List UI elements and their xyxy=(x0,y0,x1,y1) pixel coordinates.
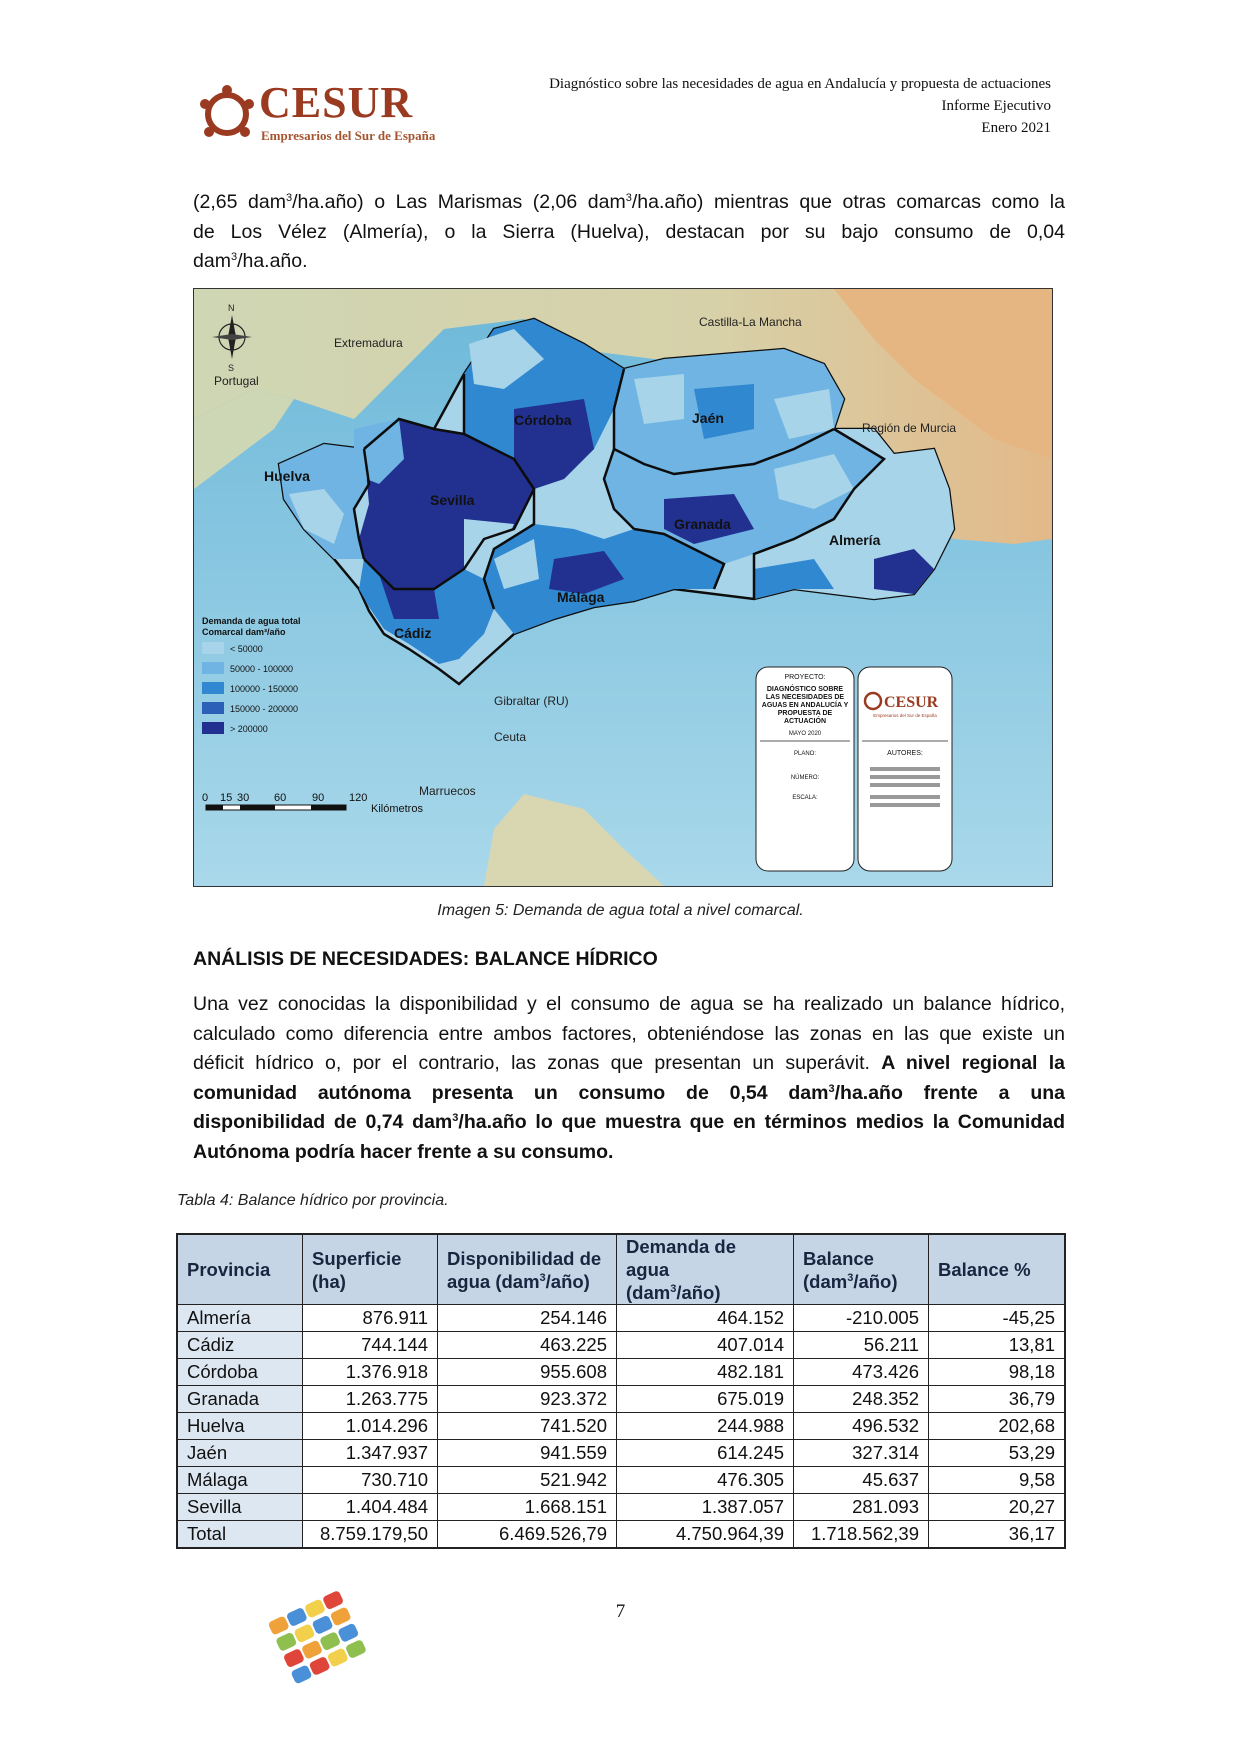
scale-tick-label: 60 xyxy=(274,792,287,804)
table-cell-value: 36,79 xyxy=(929,1386,1066,1413)
scale-tick-label: 120 xyxy=(349,792,368,804)
table-header-row xyxy=(177,1234,1065,1305)
table-row xyxy=(177,1332,1065,1359)
map-label-castilla: Castilla-La Mancha xyxy=(699,315,802,329)
water-balance-table xyxy=(176,1233,1066,1549)
table-cell-value: 13,81 xyxy=(929,1332,1066,1359)
table-cell-value: 955.608 xyxy=(438,1359,617,1386)
table-cell-provincia: Málaga xyxy=(177,1467,303,1494)
legend-swatch xyxy=(202,682,224,694)
legend-swatch xyxy=(202,722,224,734)
table-row xyxy=(177,1494,1065,1521)
table-cell-provincia: Total xyxy=(177,1521,303,1549)
section-heading: ANÁLISIS DE NECESIDADES: BALANCE HÍDRICO xyxy=(193,948,658,970)
table-cell-value: 730.710 xyxy=(303,1467,438,1494)
cesur-map-box xyxy=(858,667,952,871)
body-line: comunidad autónoma presenta un consumo de 0,54 dam$^3$/ha.año frente a una xyxy=(193,1081,1066,1104)
header-balance: Balance (dam$^3$/año) xyxy=(794,1234,929,1305)
table-cell-value: -210.005 xyxy=(794,1305,929,1332)
project-title-line: DIAGNÓSTICO SOBRE xyxy=(766,686,844,693)
table-cell-value: 614.245 xyxy=(617,1440,794,1467)
table-cell-value: 248.352 xyxy=(794,1386,929,1413)
table-cell-value: 496.532 xyxy=(794,1413,929,1440)
cesur-logo xyxy=(197,78,437,152)
table-cell-value: 98,18 xyxy=(929,1359,1066,1386)
map-canvas xyxy=(194,289,1052,886)
legend-item-label: 150000 - 200000 xyxy=(230,704,299,714)
table-cell-provincia: Sevilla xyxy=(177,1494,303,1521)
intro-line: (2,65 dam$^3$/ha.año) o Las Marismas (2,06 dam$^3$/ha.año) mientras que otras comarcas como la xyxy=(193,191,1065,213)
map-label-portugal: Portugal xyxy=(214,374,259,388)
document-title: Diagnóstico sobre las necesidades de agua en Andalucía y propuesta de actuaciones xyxy=(549,76,1051,92)
table-cell-value: 4.750.964,39 xyxy=(617,1521,794,1549)
table-cell-value: 36,17 xyxy=(929,1521,1066,1549)
table-row xyxy=(177,1386,1065,1413)
province-label-almeria: Almería xyxy=(829,532,881,548)
table-cell-value: 1.387.057 xyxy=(617,1494,794,1521)
table-cell-value: 744.144 xyxy=(303,1332,438,1359)
province-label-cordoba: Córdoba xyxy=(514,412,572,428)
table-cell-provincia: Granada xyxy=(177,1386,303,1413)
compass-s: S xyxy=(228,363,235,373)
table-cell-value: 53,29 xyxy=(929,1440,1066,1467)
logo-subtitle: Empresarios del Sur de España xyxy=(261,128,436,143)
legend-item-label: > 200000 xyxy=(230,724,268,734)
table-row xyxy=(177,1413,1065,1440)
table-cell-value: 20,27 xyxy=(929,1494,1066,1521)
scale-tick-label: 0 xyxy=(202,792,209,804)
intro-paragraph xyxy=(193,188,1065,277)
table-cell-value: 1.014.296 xyxy=(303,1413,438,1440)
table-cell-provincia: Huelva xyxy=(177,1413,303,1440)
header-superficie: Superficie (ha) xyxy=(303,1234,438,1305)
province-label-granada: Granada xyxy=(674,516,731,532)
table-row xyxy=(177,1440,1065,1467)
legend-subtitle: Comarcal dam³/año xyxy=(202,627,286,637)
intro-line: dam$^3$/ha.año. xyxy=(193,250,308,272)
legend-item-label: < 50000 xyxy=(230,644,263,654)
project-title-line: AGUAS EN ANDALUCÍA Y xyxy=(761,702,849,709)
table-cell-value: 464.152 xyxy=(617,1305,794,1332)
scale-unit: Kilómetros xyxy=(371,803,423,815)
intro-line: de Los Vélez (Almería), o la Sierra (Huelva), destacan por su bajo consumo de 0,04 xyxy=(193,220,1065,243)
table-cell-value: 473.426 xyxy=(794,1359,929,1386)
map-label-extremadura: Extremadura xyxy=(334,336,403,350)
scale-tick-label: 90 xyxy=(312,792,325,804)
body-line: Una vez conocidas la disponibilidad y el consumo de agua se ha realizado un balance hídrico, xyxy=(193,993,1065,1015)
map-label-murcia: Región de Murcia xyxy=(862,421,957,435)
scale-tick-label: 30 xyxy=(237,792,250,804)
project-title-line: LAS NECESIDADES DE xyxy=(765,694,845,701)
table-cell-provincia: Almería xyxy=(177,1305,303,1332)
document-header xyxy=(549,73,1051,139)
project-plano: PLANO: xyxy=(793,751,817,757)
legend-swatch xyxy=(202,702,224,714)
body-line: déficit hídrico o, por el contrario, las zonas que presentan un superávit. A nivel regional la xyxy=(193,1052,1066,1074)
header-disponibilidad: Disponibilidad de agua (dam$^3$/año) xyxy=(438,1234,617,1305)
province-label-jaen: Jaén xyxy=(692,410,724,426)
table-cell-value: 876.911 xyxy=(303,1305,438,1332)
table-total-row xyxy=(177,1521,1065,1549)
table-cell-value: 1.668.151 xyxy=(438,1494,617,1521)
scale-tick-label: 15 xyxy=(220,792,233,804)
comarcal-water-demand-map xyxy=(193,288,1053,887)
page-number: 7 xyxy=(615,1601,626,1622)
table-cell-value: 675.019 xyxy=(617,1386,794,1413)
table-cell-value: 9,58 xyxy=(929,1467,1066,1494)
map-label-gibraltar: Gibraltar (RU) xyxy=(494,694,569,708)
project-numero: NÚMERO: xyxy=(790,775,820,781)
document-type: Informe Ejecutivo xyxy=(941,98,1051,114)
map-label-ceuta: Ceuta xyxy=(494,730,527,744)
table-cell-value: 6.469.526,79 xyxy=(438,1521,617,1549)
table-row xyxy=(177,1467,1065,1494)
map-label-marruecos: Marruecos xyxy=(419,784,476,798)
logo-wordmark: CESUR xyxy=(259,78,414,127)
table-cell-value: -45,25 xyxy=(929,1305,1066,1332)
cesur-emblem-icon xyxy=(197,84,257,144)
table-cell-value: 407.014 xyxy=(617,1332,794,1359)
table-cell-value: 281.093 xyxy=(794,1494,929,1521)
table-cell-provincia: Cádiz xyxy=(177,1332,303,1359)
project-title-line: ACTUACIÓN xyxy=(784,718,826,725)
map-caption: Imagen 5: Demanda de agua total a nivel comarcal. xyxy=(437,902,804,919)
table-cell-value: 463.225 xyxy=(438,1332,617,1359)
table-cell-value: 244.988 xyxy=(617,1413,794,1440)
legend-item-label: 100000 - 150000 xyxy=(230,684,299,694)
table-cell-value: 476.305 xyxy=(617,1467,794,1494)
compass-n: N xyxy=(228,303,235,313)
table-cell-provincia: Jaén xyxy=(177,1440,303,1467)
table-cell-value: 1.404.484 xyxy=(303,1494,438,1521)
map-cesur-subtitle: Empresarios del Sur de España xyxy=(873,713,937,718)
map-cesur-logo: CESUR xyxy=(884,694,939,711)
legend-swatch xyxy=(202,642,224,654)
table-caption: Tabla 4: Balance hídrico por provincia. xyxy=(177,1192,449,1209)
project-label: PROYECTO: xyxy=(784,674,826,681)
province-label-huelva: Huelva xyxy=(264,468,310,484)
table-row xyxy=(177,1305,1065,1332)
body-line: Autónoma podría hacer frente a su consumo. xyxy=(193,1140,614,1163)
table-cell-provincia: Córdoba xyxy=(177,1359,303,1386)
province-label-malaga: Málaga xyxy=(557,589,605,605)
table-row xyxy=(177,1359,1065,1386)
project-info-box xyxy=(756,667,854,871)
province-label-sevilla: Sevilla xyxy=(430,492,475,508)
table-cell-value: 1.347.937 xyxy=(303,1440,438,1467)
table-cell-value: 45.637 xyxy=(794,1467,929,1494)
legend-swatch xyxy=(202,662,224,674)
table-cell-value: 521.942 xyxy=(438,1467,617,1494)
header-balance-pct: Balance % xyxy=(929,1234,1066,1305)
table-cell-value: 254.146 xyxy=(438,1305,617,1332)
table-cell-value: 1.263.775 xyxy=(303,1386,438,1413)
table-cell-value: 923.372 xyxy=(438,1386,617,1413)
project-title-line: PROPUESTA DE xyxy=(777,710,833,717)
province-label-cadiz: Cádiz xyxy=(394,625,432,641)
legend-title: Demanda de agua total xyxy=(202,616,301,626)
table-cell-value: 8.759.179,50 xyxy=(303,1521,438,1549)
table-cell-value: 56.211 xyxy=(794,1332,929,1359)
body-line: calculado como diferencia entre ambos factores, obteniéndose las zonas en las que existe un xyxy=(193,1022,1065,1045)
body-paragraph xyxy=(193,990,1065,1167)
table-cell-value: 482.181 xyxy=(617,1359,794,1386)
header-provincia: Provincia xyxy=(177,1234,303,1305)
table-cell-value: 1.376.918 xyxy=(303,1359,438,1386)
document-date: Enero 2021 xyxy=(981,120,1051,136)
body-line: disponibilidad de 0,74 dam$^3$/ha.año lo que muestra que en términos medios la Comunidad xyxy=(193,1111,1066,1133)
table-cell-value: 202,68 xyxy=(929,1413,1066,1440)
legend-item-label: 50000 - 100000 xyxy=(230,664,294,674)
project-escala: ESCALA: xyxy=(792,795,818,801)
table-cell-value: 327.314 xyxy=(794,1440,929,1467)
table-cell-value: 941.559 xyxy=(438,1440,617,1467)
table-cell-value: 1.718.562,39 xyxy=(794,1521,929,1549)
header-demanda: Demanda de agua (dam$^3$/año) xyxy=(617,1234,794,1305)
table-cell-value: 741.520 xyxy=(438,1413,617,1440)
project-date: MAYO 2020 xyxy=(788,731,822,737)
project-autores: AUTORES: xyxy=(887,750,923,757)
footer-mosaic-logo-icon xyxy=(262,1590,382,1700)
